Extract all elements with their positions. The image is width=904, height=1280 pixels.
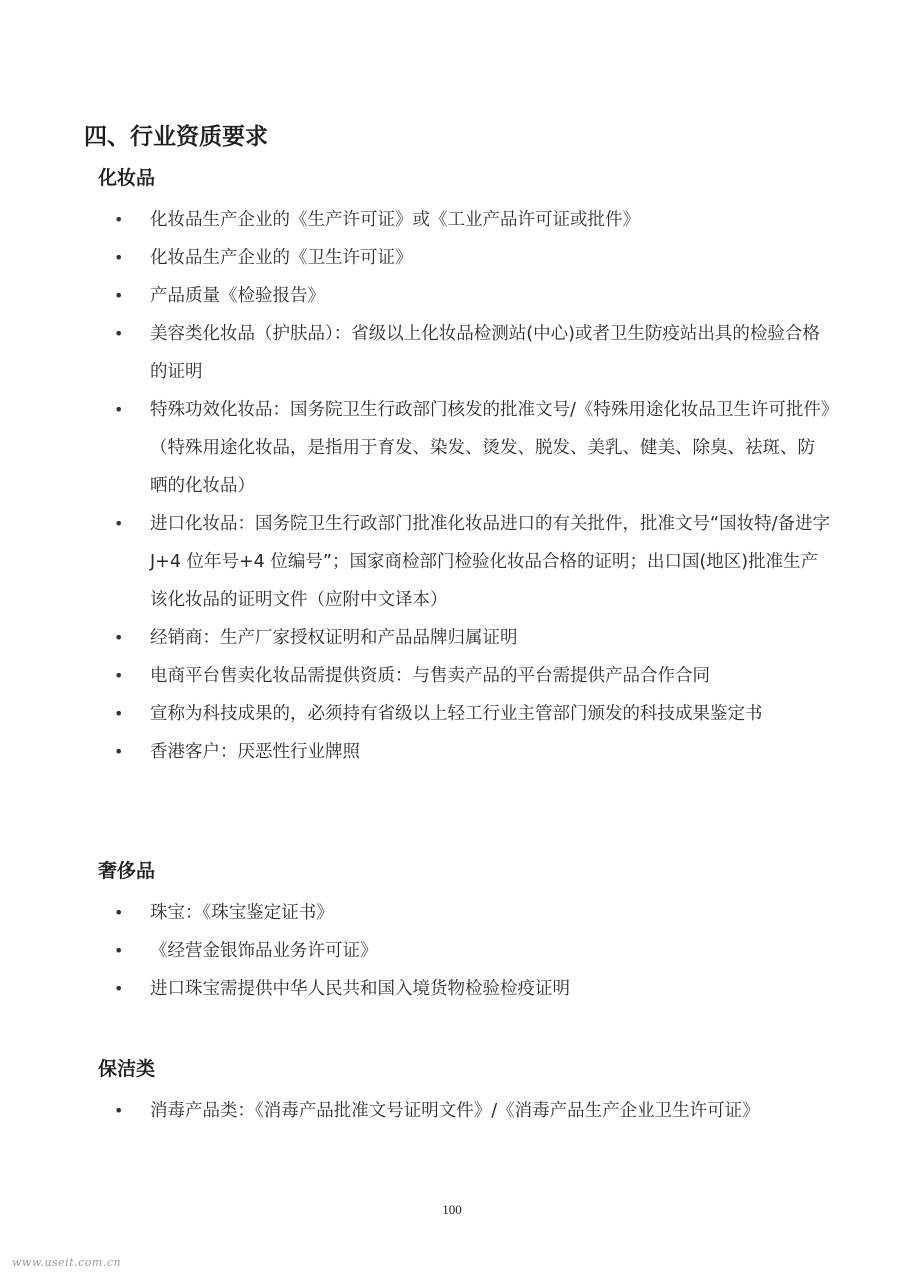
- list-item-text: 香港客户：厌恶性行业牌照: [150, 742, 360, 762]
- list-item: [98, 277, 830, 315]
- list-item-text: 消毒产品类：《消毒产品批准文号证明文件》/《消毒产品生产企业卫生许可证》: [150, 1101, 760, 1121]
- bullet-icon: •: [114, 248, 124, 267]
- bullet-icon: •: [114, 324, 124, 343]
- page-number: 100: [442, 1202, 462, 1217]
- bullet-icon: •: [114, 400, 124, 419]
- section-luxury: [98, 856, 838, 1008]
- bullet-icon: •: [114, 704, 124, 723]
- list-item-text: 宣称为科技成果的，必须持有省级以上轻工行业主管部门颁发的科技成果鉴定书: [150, 704, 763, 724]
- list-item: [98, 201, 830, 239]
- list-item: [98, 695, 830, 733]
- list-item: [98, 315, 830, 391]
- list-item-text: 美容类化妆品（护肤品）：省级以上化妆品检测站(中心)或者卫生防疫站出具的检验合格的证明: [150, 324, 820, 382]
- watermark: www.useit.com.cn: [12, 1256, 122, 1269]
- section-title-cleaning: 保洁类: [98, 1058, 156, 1080]
- bullet-icon: •: [114, 286, 124, 305]
- list-item: [98, 505, 830, 619]
- list-item: [98, 733, 830, 771]
- list-item: [98, 932, 830, 970]
- bullet-icon: •: [114, 1101, 124, 1120]
- cosmetics-list: [98, 201, 838, 771]
- list-item: [98, 391, 830, 505]
- bullet-icon: •: [114, 941, 124, 960]
- list-item-text: 进口化妆品：国务院卫生行政部门批准化妆品进口的有关批件，批准文号“国妆特/备进字 J+4 位年号+4 位编号”；国家商检部门检验化妆品合格的证明；出口国(地区)批准生产该化妆品的证明文件（应附中文译本）: [150, 514, 830, 610]
- list-item: [98, 894, 830, 932]
- list-item-text: 电商平台售卖化妆品需提供资质：与售卖产品的平台需提供产品合作合同: [150, 666, 710, 686]
- bullet-icon: •: [114, 979, 124, 998]
- list-item: [98, 619, 830, 657]
- section-title-luxury: 奢侈品: [98, 860, 156, 882]
- list-item-text: 特殊功效化妆品：国务院卫生行政部门核发的批准文号/《特殊用途化妆品卫生许可批件》（特殊用途化妆品，是指用于育发、染发、烫发、脱发、美乳、健美、除臭、祛斑、防晒的化妆品）: [150, 400, 830, 496]
- list-item: [98, 1092, 830, 1130]
- list-item-text: 经销商：生产厂家授权证明和产品品牌归属证明: [150, 628, 518, 648]
- cleaning-list: [98, 1092, 838, 1130]
- bullet-icon: •: [114, 514, 124, 533]
- list-item: [98, 657, 830, 695]
- luxury-list: [98, 894, 838, 1008]
- list-item-text: 产品质量《检验报告》: [150, 286, 325, 306]
- list-item-text: 进口珠宝需提供中华人民共和国入境货物检验检疫证明: [150, 979, 570, 999]
- section-cosmetics: [98, 163, 838, 771]
- list-item: [98, 239, 830, 277]
- bullet-icon: •: [114, 210, 124, 229]
- bullet-icon: •: [114, 742, 124, 761]
- list-item-text: 珠宝：《珠宝鉴定证书》: [150, 903, 334, 923]
- list-item-text: 化妆品生产企业的《生产许可证》或《工业产品许可证或批件》: [150, 210, 640, 230]
- section-heading: 四、行业资质要求: [84, 124, 268, 150]
- bullet-icon: •: [114, 628, 124, 647]
- list-item-text: 《经营金银饰品业务许可证》: [150, 941, 378, 961]
- bullet-icon: •: [114, 666, 124, 685]
- section-cleaning: [98, 1054, 838, 1130]
- bullet-icon: •: [114, 903, 124, 922]
- section-title-cosmetics: 化妆品: [98, 167, 156, 189]
- list-item: [98, 970, 830, 1008]
- list-item-text: 化妆品生产企业的《卫生许可证》: [150, 248, 413, 268]
